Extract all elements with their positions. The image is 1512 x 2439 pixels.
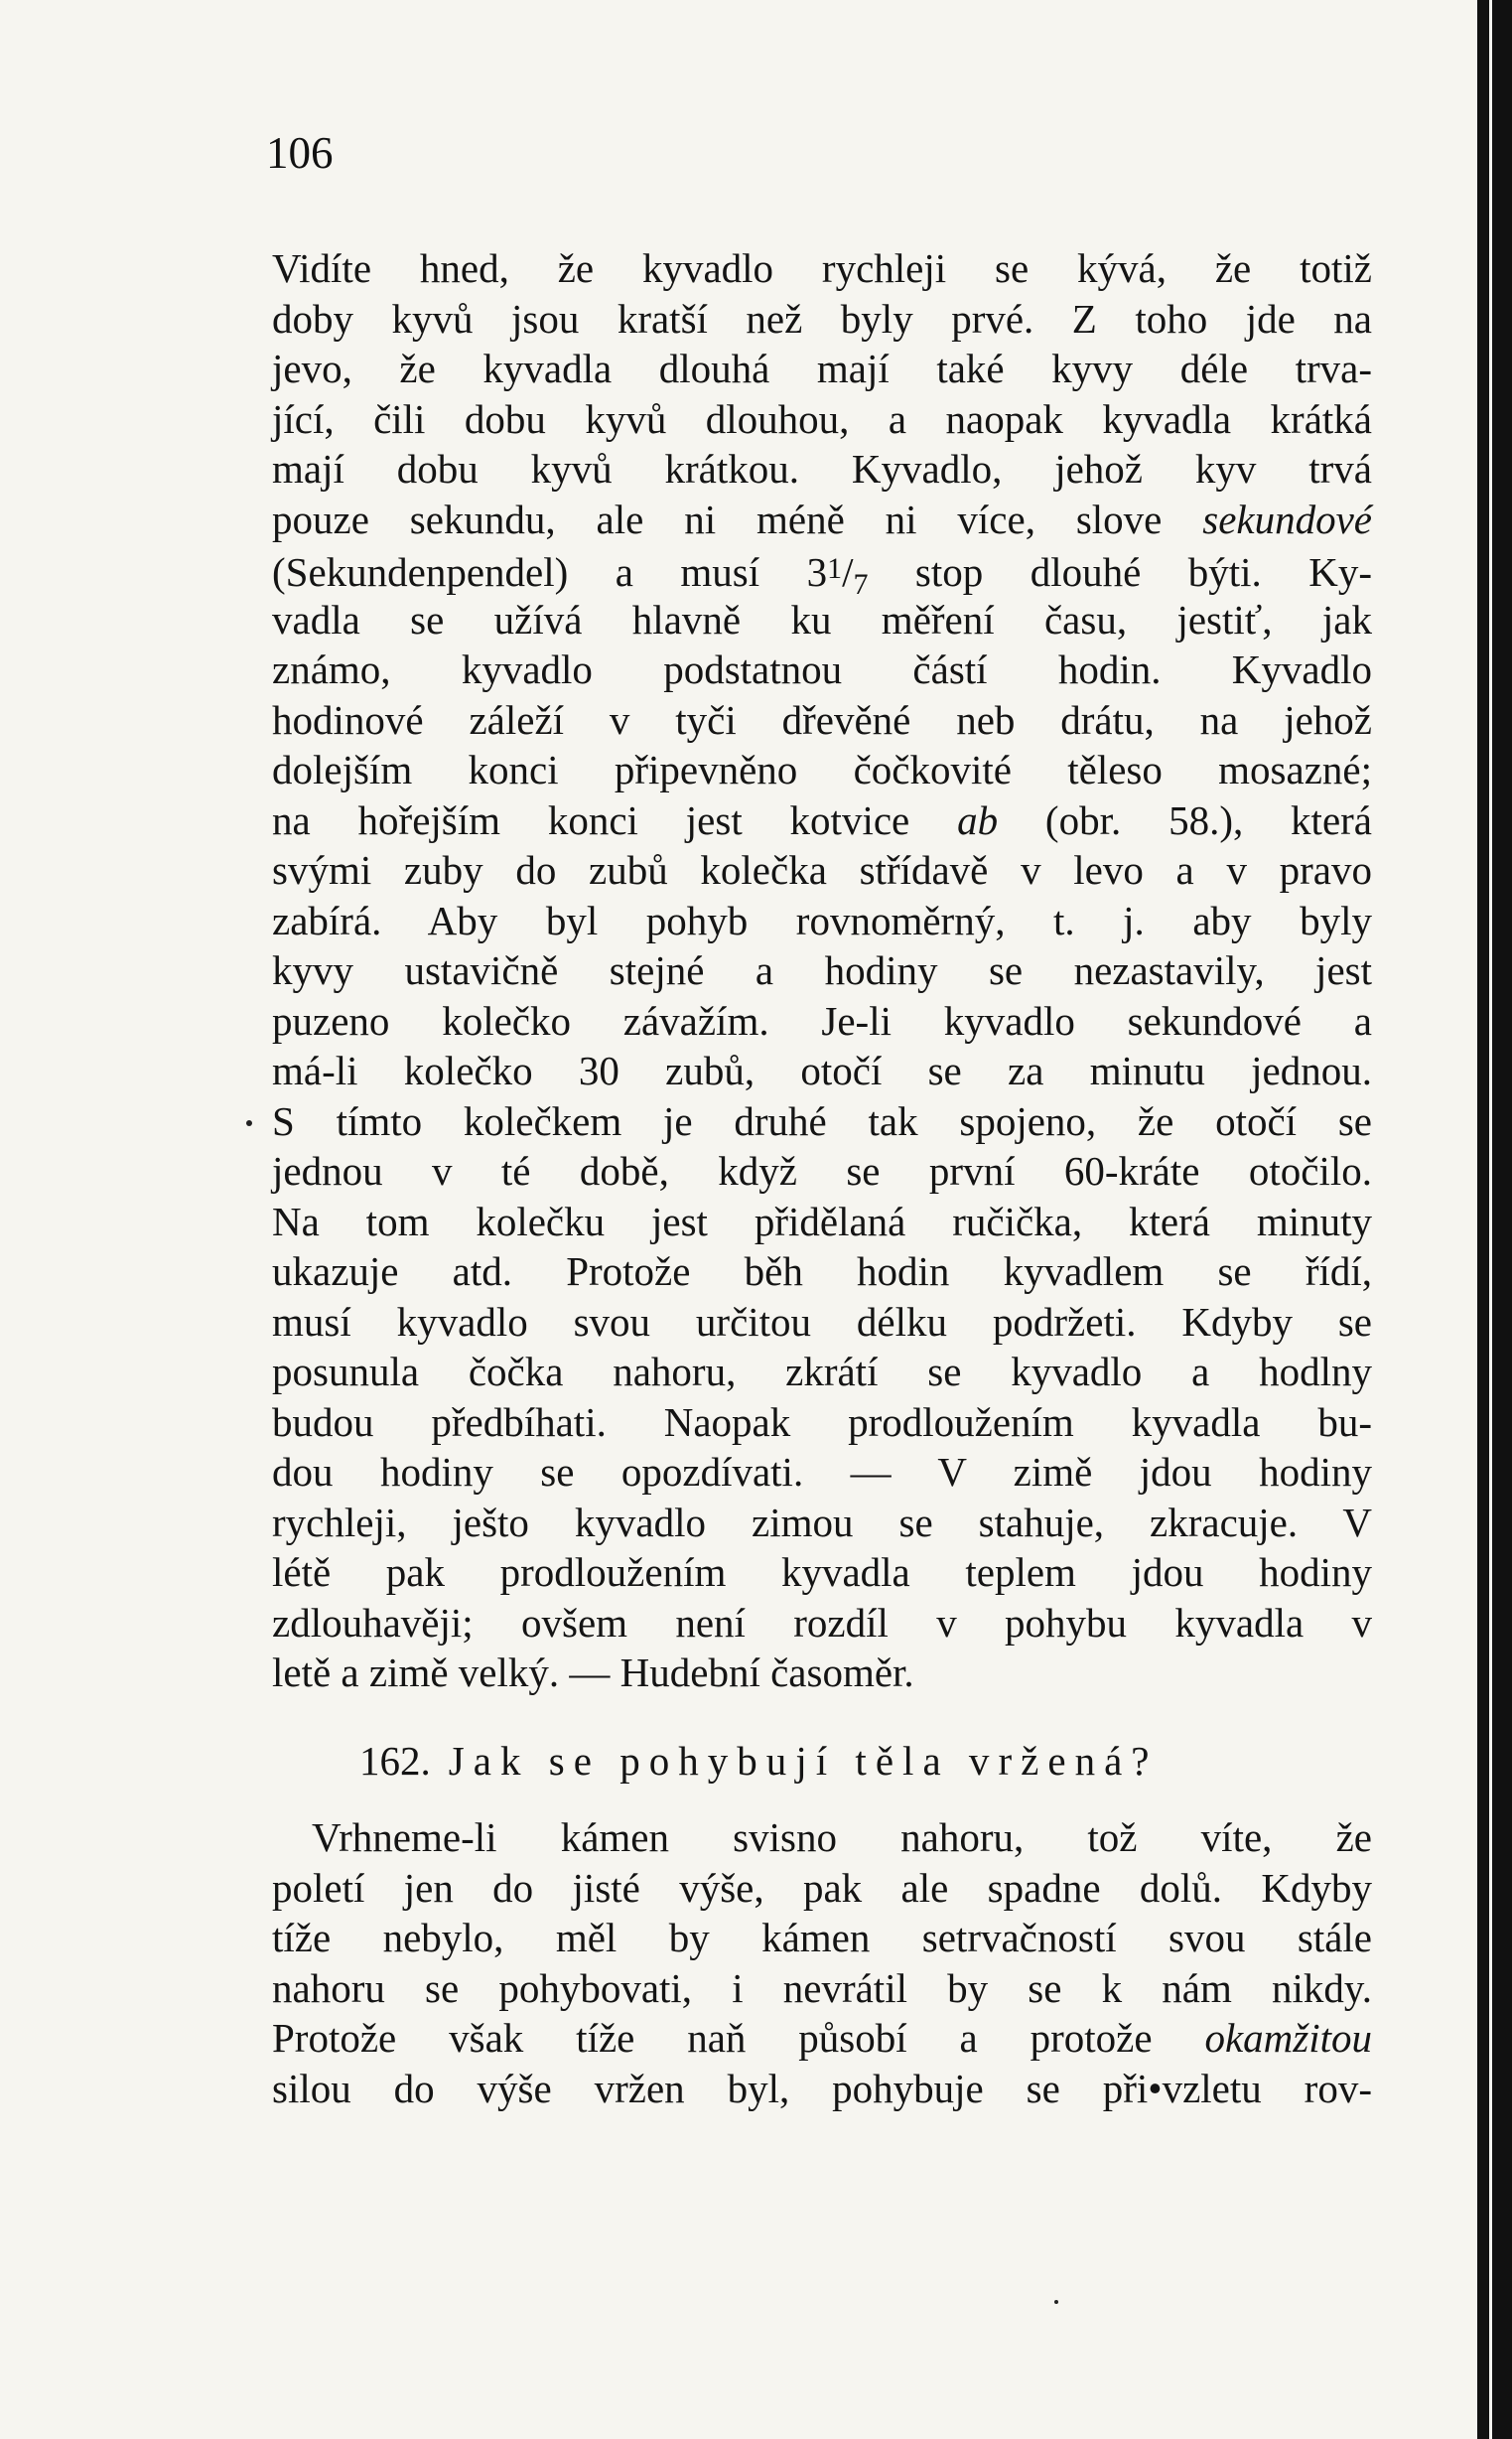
fraction-whole: 3 [806, 549, 828, 595]
paragraph-thrown-bodies [272, 1812, 1372, 2113]
text-line: puzeno kolečko závažím. Je-li kyvadlo sekundové a [272, 997, 1372, 1044]
text-line-with-italic [272, 495, 1372, 545]
text-line: posunula čočka nahoru, zkrátí se kyvadlo a hodlny [272, 1349, 1372, 1394]
text-line: zabírá. Aby byl pohyb rovnoměrný, t. j. aby byly [272, 897, 1372, 943]
fraction-numerator: 1 [827, 552, 843, 585]
scan-speck [246, 1120, 252, 1126]
text-line: létě pak prodloužením kyvadla teplem jdou hodiny [272, 1549, 1372, 1595]
fraction-denominator: 7 [853, 568, 869, 601]
text-line: silou do výše vržen byl, pohybuje se při•vzletu rov- [272, 2065, 1372, 2111]
text-line: má-li kolečko 30 zubů, otočí se za minutu jednou. [272, 1048, 1372, 1093]
text-line: jevo, že kyvadla dlouhá mají také kyvy déle trva- [272, 346, 1372, 391]
text-line: zdlouhavěji; ovšem není rozdíl v pohybu kyvadla v [272, 1599, 1372, 1646]
text-line: jící, čili dobu kyvů dlouhou, a naopak kyvadla krátká [272, 395, 1372, 442]
italic-term: okamžitou [1204, 2015, 1372, 2061]
text-line-with-fraction: (Sekundenpendel) a musí 31/7 stop dlouhé býti. Ky- [272, 549, 1373, 601]
text-segment: pouze sekundu, ale ni méně ni více, slove [272, 496, 1163, 542]
scan-edge-line [1489, 0, 1492, 2439]
text-line: hodinové záleží v tyči dřevěné neb drátu, na jehož [272, 696, 1372, 743]
text-line-with-italic [272, 2013, 1372, 2064]
section-title: Jak se pohybují těla vržená? [448, 1738, 1159, 1784]
page-number: 106 [266, 128, 334, 178]
text-line: musí kyvadlo svou určitou délku podržeti. Kdyby se [272, 1298, 1372, 1345]
text-line-with-italic [272, 795, 1372, 846]
text-line: rychleji, ješto kyvadlo zimou se stahuje, zkracuje. V [272, 1499, 1372, 1545]
text-line: tíže nebylo, měl by kámen setrvačností svou stále [272, 1915, 1372, 1960]
text-line: dou hodiny se opozdívati. — V zimě jdou hodiny [272, 1449, 1372, 1495]
text-line: dolejším konci připevněno čočkovité těleso mosazné; [272, 747, 1372, 792]
text-segment: (Sekundenpendel) a musí [272, 549, 760, 595]
text-line: mají dobu kyvů krátkou. Kyvadlo, jehož kyv trvá [272, 446, 1372, 492]
text-line: vadla se užívá hlavně ku měření času, jestiť, jak [272, 596, 1372, 643]
text-line: Vidíte hned, že kyvadlo rychleji se kývá, že totiž [272, 245, 1372, 291]
text-line: poletí jen do jisté výše, pak ale spadne dolů. Kdyby [272, 1864, 1372, 1911]
italic-term: sekundové [1202, 496, 1372, 542]
section-number: 162. [359, 1738, 431, 1784]
scan-dark-border [1477, 0, 1512, 2439]
text-line: letě a zimě velký. — Hudební časoměr. [272, 1650, 914, 1695]
scan-speck [1054, 2300, 1058, 2304]
text-line: nahoru se pohybovati, i nevrátil by se k nám nikdy. [272, 1964, 1372, 2011]
paragraph-pendulum [272, 243, 1372, 1698]
text-line: Vrhneme-li kámen svisno nahoru, tož víte, že [312, 1814, 1372, 1860]
text-segment: na hořejším konci jest kotvice [272, 796, 910, 843]
text-line: jednou v té době, když se první 60-kráte otočilo. [272, 1148, 1372, 1194]
text-line: Na tom kolečku jest přidělaná ručička, která minuty [272, 1198, 1372, 1244]
text-line: známo, kyvadlo podstatnou částí hodin. Kyvadlo [272, 646, 1372, 692]
text-segment: (obr. 58.), která [998, 796, 1373, 843]
text-line: kyvy ustavičně stejné a hodiny se nezastavily, jest [272, 947, 1372, 993]
text-segment: Protože však tíže naň působí a protože [272, 2015, 1153, 2061]
text-line: ukazuje atd. Protože běh hodin kyvadlem se řídí, [272, 1248, 1372, 1294]
section-heading [359, 1736, 1159, 1786]
text-line: doby kyvů jsou kratší než byly prvé. Z toho jde na [272, 295, 1372, 342]
text-line: budou předbíhati. Naopak prodloužením kyvadla bu- [272, 1398, 1372, 1445]
italic-term: ab [957, 796, 999, 843]
text-segment: stop dlouhé býti. Ky- [868, 549, 1373, 595]
text-line: S tímto kolečkem je druhé tak spojeno, že otočí se [272, 1097, 1372, 1144]
text-line: svými zuby do zubů kolečka střídavě v levo a v pravo [272, 847, 1372, 893]
